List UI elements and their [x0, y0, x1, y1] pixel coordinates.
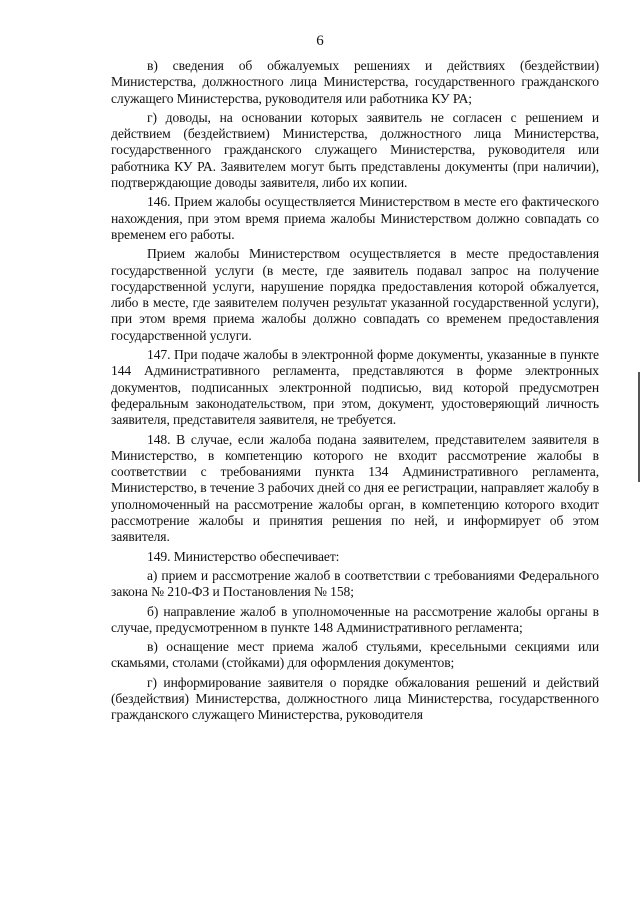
paragraph-g-arguments: г) доводы, на основании которых заявитель не согласен с решением и действием (бездействием) Министерства, должностного лица Министерства, государственного гражданского служащего Министерства, руководителя или работника КУ РА. Заявителем могут быть представлены документы (при наличии), подтверждающие доводы заявителя, либо их копии. [111, 109, 599, 191]
page-number: 6 [316, 33, 324, 49]
paragraph-v-appeal-info: в) сведения об обжалуемых решениях и действиях (бездействии) Министерства, должностного лица Министерства, государственного гражданского служащего Министерства, руководителя или работника КУ РА; [111, 58, 599, 106]
paragraph-149-b: б) направление жалоб в уполномоченные на рассмотрение жалобы органы в случае, предусмотренном в пункте 148 Административного регламента; [111, 603, 599, 635]
paragraph-146-reception: Прием жалобы Министерством осуществляется в месте предоставления государственной услуги (в месте, где заявитель подавал запрос на получение государственной услуги, нарушение порядка предоставления которой обжалуется, либо в месте, где заявителем получен результат указанной государственной услуги), при этом время приема жалобы должно совпадать со временем предоставления государственной услуги. [111, 246, 599, 343]
paragraph-149: 149. Министерство обеспечивает: [147, 548, 340, 564]
paragraph-146: 146. Прием жалобы осуществляется Министерством в месте его фактического нахождения, при этом время приема жалобы Министерством должно совпадать со временем его работы. [111, 194, 599, 242]
document-body [111, 58, 599, 724]
paragraph-148: 148. В случае, если жалоба подана заявителем, представителем заявителя в Министерство, в компетенцию которого не входит рассмотрение жалобы в соответствии с требованиями пункта 134 Административного регламента, Министерство, в течение 3 рабочих дней со дня ее регистрации, направляет жалобу в уполномоченный на рассмотрение жалобы орган, в компетенцию которого входит рассмотрение жалобы и принятия решения по ней, и информирует об этом заявителя. [111, 431, 599, 545]
paragraph-149-a: а) прием и рассмотрение жалоб в соответствии с требованиями Федерального закона № 210-ФЗ и Постановления № 158; [111, 567, 599, 600]
paragraph-147: 147. При подаче жалобы в электронной форме документы, указанные в пункте 144 Административного регламента, представляются в форме электронных документов, подписанных электронной подписью, вид которой предусмотрен федеральным законодательством, при этом, документ, удостоверяющий личность заявителя, представителя заявителя, не требуется. [111, 347, 599, 428]
paragraph-149-g: г) информирование заявителя о порядке обжалования решений и действий (бездействия) Министерства, должностного лица Министерства, государственного гражданского служащего Министерства, руководителя [111, 674, 599, 723]
paragraph-149-v: в) оснащение мест приема жалоб стульями, кресельными секциями или скамьями, столами (стойками) для оформления документов; [111, 639, 599, 671]
